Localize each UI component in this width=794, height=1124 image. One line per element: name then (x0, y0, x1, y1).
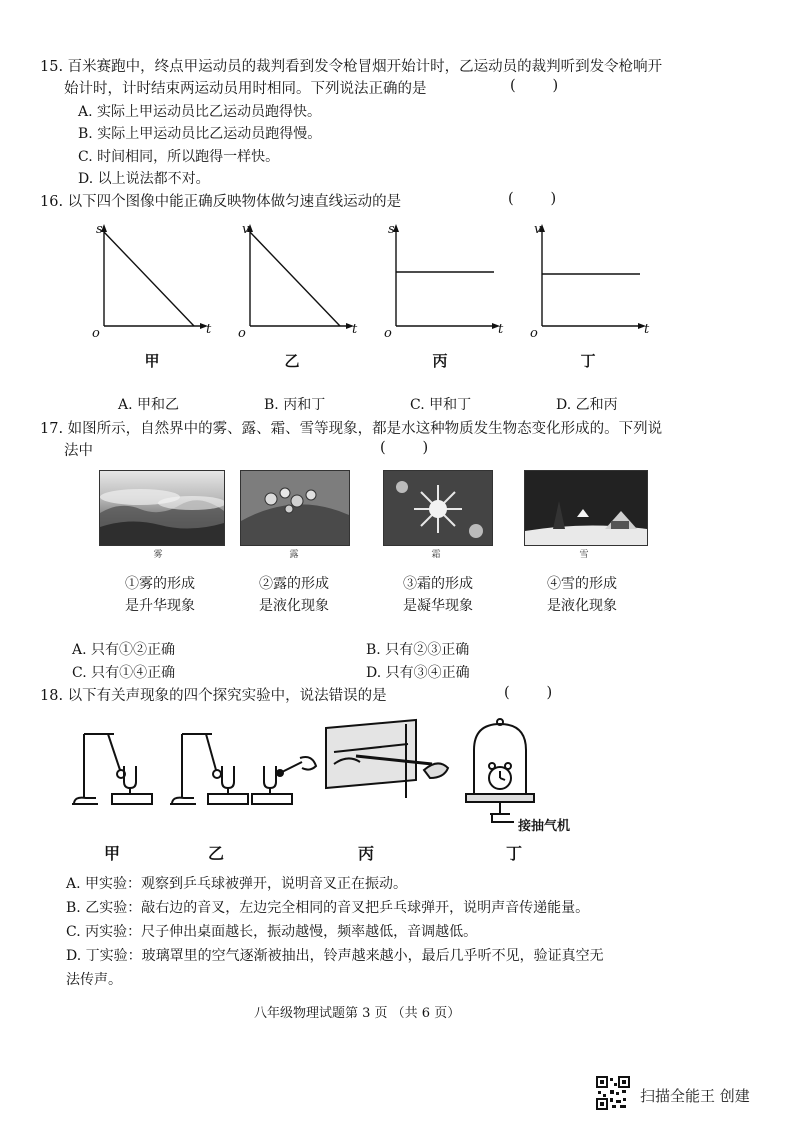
photo-snow-tag: 雪 (579, 550, 589, 560)
graph-ding-svg (530, 222, 660, 342)
q17-answer-paren: ( ) (380, 440, 429, 456)
photo-fog (99, 470, 225, 546)
graph-ding-y-label: v (534, 222, 542, 237)
photo-frost-caption-1: ③霜的形成 (403, 576, 473, 592)
graph-jia-x-label: t (206, 322, 212, 337)
photo-fog-caption-2: 是升华现象 (125, 598, 195, 614)
q16-option-b: B. 丙和丁 (264, 397, 326, 413)
q17-option-d: D. 只有③④正确 (366, 665, 470, 681)
qr-code-icon (596, 1076, 630, 1110)
q16-option-d: D. 乙和丙 (556, 397, 618, 413)
q15-option-b: B. 实际上甲运动员比乙运动员跑得慢。 (78, 126, 322, 142)
experiment-bing-label: 丙 (357, 844, 374, 863)
scanner-watermark: 扫描全能王 创建 (640, 1087, 750, 1105)
graph-yi-line (250, 232, 340, 326)
photo-snow-caption-1: ④雪的形成 (547, 576, 617, 592)
q18-option-d-line2: 法传声。 (66, 972, 122, 988)
q15-option-c: C. 时间相同，所以跑得一样快。 (78, 149, 280, 165)
photo-dew-tag: 露 (289, 550, 299, 560)
q17-option-a: A. 只有①②正确 (72, 642, 176, 658)
q18-option-c: C. 丙实验：尺子伸出桌面越长，振动越慢，频率越低，音调越低。 (66, 924, 478, 940)
graph-ding-x-label: t (644, 322, 650, 337)
graph-yi (238, 222, 368, 342)
q17-stem-line1: 17. 如图所示，自然界中的雾、露、霜、雪等现象，都是水这种物质发生物态变化形成的。下列说 (40, 421, 663, 437)
fog-scene-icon (100, 471, 224, 545)
experiment-bing-ruler-icon (326, 720, 448, 798)
graph-jia-label: 甲 (144, 352, 160, 370)
photo-dew-caption-1: ②露的形成 (259, 576, 329, 592)
graph-jia-line (104, 232, 194, 326)
q17-option-c: C. 只有①④正确 (72, 665, 176, 681)
photo-frost-caption-2: 是凝华现象 (403, 598, 473, 614)
graph-ding-label: 丁 (580, 352, 596, 370)
q18-answer-paren: ( ) (504, 685, 553, 701)
q16-answer-paren: ( ) (508, 191, 557, 207)
frost-crystal-icon (384, 471, 492, 545)
q15-option-d: D. 以上说法都不对。 (78, 171, 210, 187)
graph-bing-origin: o (384, 326, 392, 341)
q15-stem-line1: 15. 百米赛跑中，终点甲运动员的裁判看到发令枪冒烟开始计时，乙运动员的裁判听到发令枪响开 (40, 59, 663, 75)
graph-bing-y-label: s (388, 222, 395, 237)
q16-option-a: A. 甲和乙 (118, 397, 180, 413)
graph-jia-origin: o (92, 326, 100, 341)
q15-answer-paren: ( ) (510, 78, 559, 94)
photo-fog-tag: 雾 (153, 550, 163, 560)
q18-stem: 18. 以下有关声现象的四个探究实验中，说法错误的是 (40, 688, 387, 704)
graph-yi-label: 乙 (284, 352, 300, 370)
q16-option-c: C. 甲和丁 (410, 397, 472, 413)
graph-yi-y-label: v (242, 222, 250, 237)
experiment-jia-apparatus-icon (72, 734, 152, 804)
photo-snow-caption-2: 是液化现象 (547, 598, 617, 614)
graph-yi-x-label: t (352, 322, 358, 337)
q18-option-d-line1: D. 丁实验：玻璃罩里的空气逐渐被抽出，铃声越来越小，最后几乎听不见，验证真空无 (66, 948, 604, 964)
photo-fog-caption-1: ①雾的形成 (125, 576, 195, 592)
q18-option-b: B. 乙实验：敲右边的音叉，左边完全相同的音叉把乒乓球弹开，说明声音传递能量。 (66, 900, 590, 916)
q16-stem: 16. 以下四个图像中能正确反映物体做匀速直线运动的是 (40, 194, 402, 210)
experiment-yi-apparatus-icon (170, 734, 316, 804)
photo-dew-caption-2: 是液化现象 (259, 598, 329, 614)
graph-bing-label: 丙 (432, 352, 448, 370)
q18-option-a: A. 甲实验：观察到乒乓球被弹开，说明音叉正在振动。 (66, 876, 408, 892)
photo-frost (383, 470, 493, 546)
snow-scene-icon (525, 471, 647, 545)
graph-ding-origin: o (530, 326, 538, 341)
graph-jia (92, 222, 222, 342)
graph-bing-x-label: t (498, 322, 504, 337)
graph-yi-svg (238, 222, 368, 342)
graph-jia-svg (92, 222, 222, 342)
graph-jia-y-label: s (96, 222, 103, 237)
experiment-ding-label: 丁 (505, 844, 522, 863)
page-footer: 八年级物理试题第 3 页 （共 6 页） (254, 1006, 461, 1021)
graph-bing (384, 222, 514, 342)
photo-dew (240, 470, 350, 546)
dew-drops-icon (241, 471, 349, 545)
experiment-jia-label: 甲 (103, 844, 120, 863)
experiment-yi-label: 乙 (207, 844, 224, 863)
graph-bing-svg (384, 222, 514, 342)
vacuum-pump-label: 接抽气机 (518, 819, 571, 834)
photo-snow (524, 470, 648, 546)
graph-ding (530, 222, 660, 342)
graph-yi-origin: o (238, 326, 246, 341)
photo-frost-tag: 霜 (431, 550, 441, 560)
q17-stem-line2: 法中 (64, 443, 93, 459)
q17-option-b: B. 只有②③正确 (366, 642, 470, 658)
experiment-ding-bell-jar-icon (466, 719, 534, 822)
q15-stem-line2: 始计时，计时结束两运动员用时相同。下列说法正确的是 (64, 81, 427, 97)
q15-option-a: A. 实际上甲运动员比乙运动员跑得快。 (78, 104, 322, 120)
